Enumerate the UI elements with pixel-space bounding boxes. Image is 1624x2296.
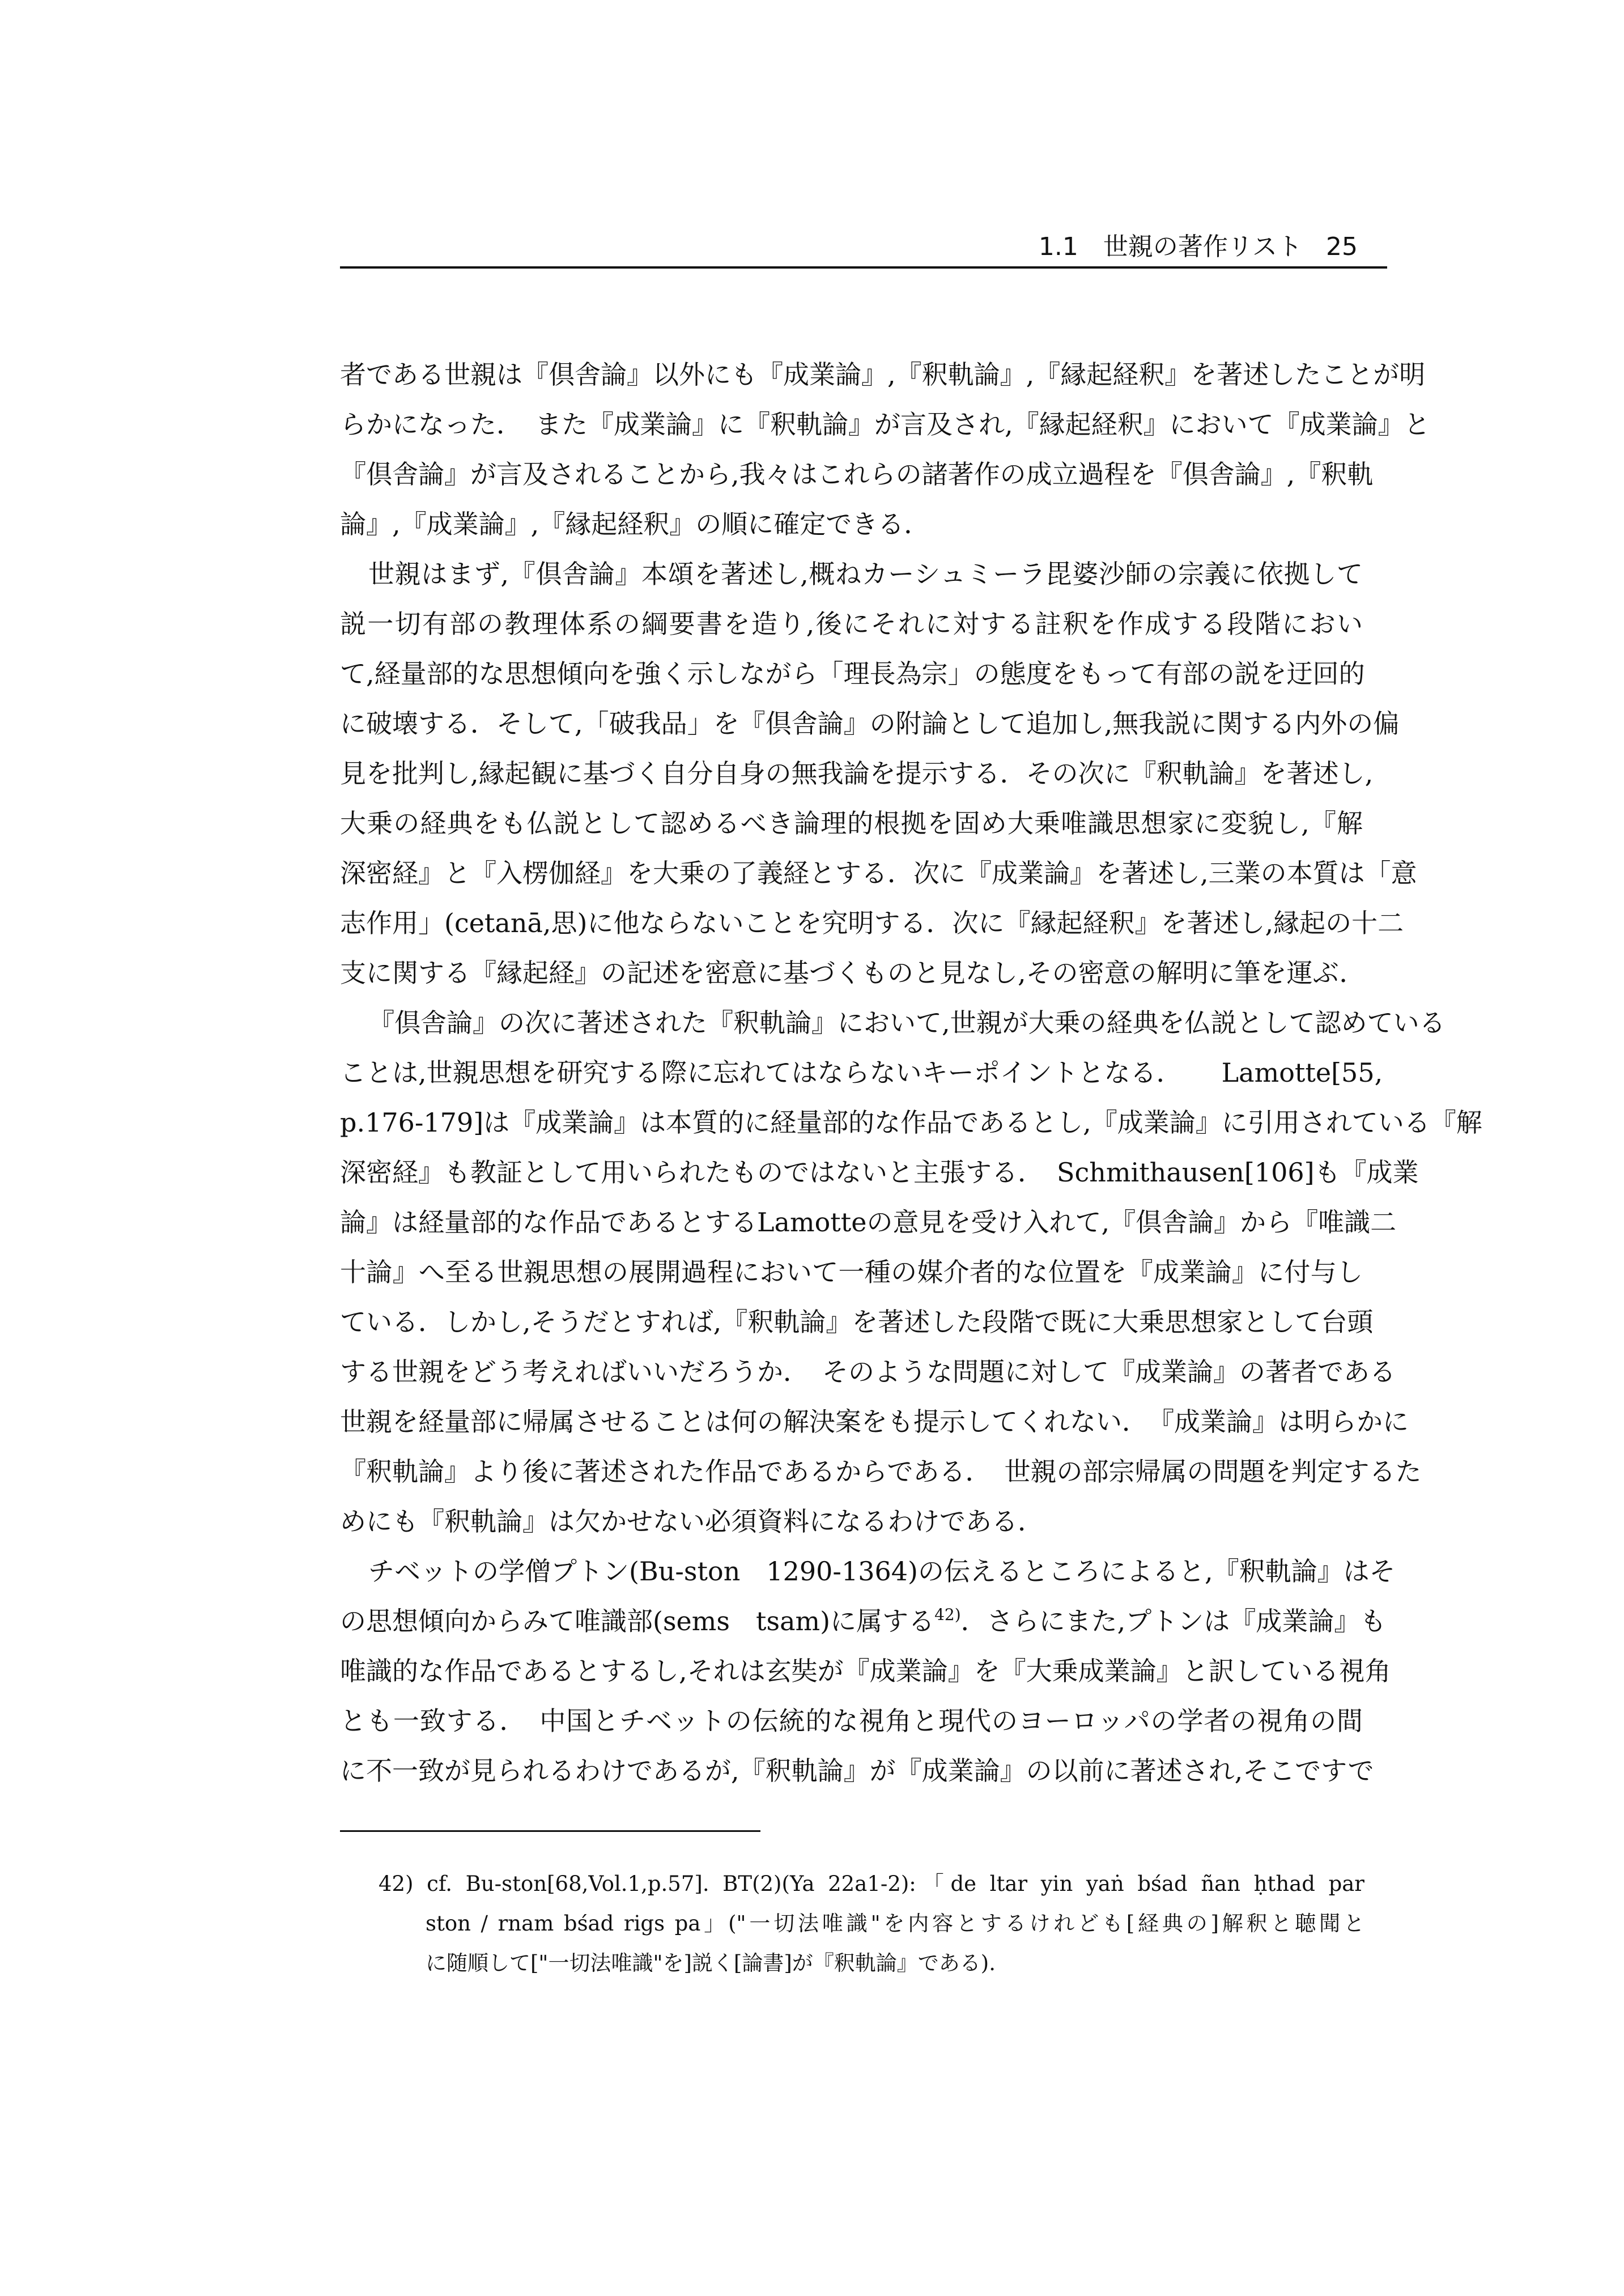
text-segment: ．さらにまた,プトンは『成業論』も (960, 1606, 1387, 1636)
text-line: 支に関する『縁起経』の記述を密意に基づくものと見なし,その密意の解明に筆を運ぶ． (340, 958, 1366, 988)
body-text (340, 350, 1482, 1796)
footnote-reference[interactable]: 42) (934, 1605, 961, 1624)
text-line: 論』,『成業論』,『縁起経釈』の順に確定できる． (340, 509, 930, 539)
text-line: 十論』へ至る世親思想の展開過程において一種の媒介者的な位置を『成業論』に付与し (340, 1257, 1363, 1287)
text-line (340, 1596, 1387, 1646)
footnote-rule (340, 1830, 760, 1832)
paragraph (340, 549, 1417, 998)
text-line: 『釈軌論』より後に著述された作品であるからである． 世親の部宗帰属の問題を判定するた (340, 1456, 1422, 1487)
section-title: 1.1 世親の著作リスト (1038, 232, 1302, 261)
text-line: 志作用」(cetanā,思)に他ならないことを究明する．次に『縁起経釈』を著述し,縁起の十二 (340, 908, 1404, 938)
footnote-line: ston / rnam bśad rigs pa」("一切法唯識"を内容とするけれども[経典の]解釈と聴聞と (426, 1911, 1364, 1936)
footnote-line: 42) cf. Bu-ston[68,Vol.1,p.57]. BT(2)(Ya 22a1-2):「de ltar yin yaṅ bśad ñan ḥthad par (379, 1872, 1364, 1896)
text-line: とも一致する． 中国とチベットの伝統的な視角と現代のヨーロッパの学者の視角の間 (340, 1706, 1363, 1736)
text-line: 大乗の経典をも仏説として認めるべき論理的根拠を固め大乗唯識思想家に変貌し,『解 (340, 808, 1363, 839)
text-line: 深密経』と『入楞伽経』を大乗の了義経とする．次に『成業論』を著述し,三業の本質は「意 (340, 858, 1417, 888)
running-header (340, 229, 1387, 265)
header-rule (340, 266, 1387, 269)
text-line: ことは,世親思想を研究する際に忘れてはならないキーポイントとなる． Lamotte[55, (340, 1057, 1383, 1088)
text-line: めにも『釈軌論』は欠かせない必須資料になるわけである． (340, 1506, 1044, 1537)
text-line: 深密経』も教証として用いられたものではないと主張する． Schmithausen[106]も『成業 (340, 1157, 1419, 1188)
text-line: 説一切有部の教理体系の綱要書を造り,後にそれに対する註釈を作成する段階におい (340, 609, 1363, 639)
text-line: て,経量部的な思想傾向を強く示しながら「理長為宗」の態度をもって有部の説を迂回的 (340, 658, 1365, 689)
text-line: 世親はまず,『倶舎論』本頌を著述し,概ねカーシュミーラ毘婆沙師の宗義に依拠して (368, 559, 1363, 589)
text-line: 者である世親は『倶舎論』以外にも『成業論』,『釈軌論』,『縁起経釈』を著述したことが明 (340, 359, 1426, 390)
text-line: に破壊する．そして,「破我品」を『倶舎論』の附論として追加し,無我説に関する内外の偏 (340, 708, 1400, 739)
text-line: p.176-179]は『成業論』は本質的に経量部的な作品であるとし,『成業論』に引用されている『解 (340, 1107, 1482, 1138)
text-line: 世親を経量部に帰属させることは何の解決案をも提示してくれない． 『成業論』は明らかに (340, 1406, 1409, 1437)
footnote-42 (379, 1864, 1364, 1983)
text-line: ている．しかし,そうだとすれば,『釈軌論』を著述した段階で既に大乗思想家として台頭 (340, 1307, 1374, 1337)
text-line: 唯識的な作品であるとするし,それは玄奘が『成業論』を『大乗成業論』と訳している視角 (340, 1656, 1391, 1686)
text-line: チベットの学僧プトン(Bu-ston 1290-1364)の伝えるところによると,『釈軌論』はそ (368, 1556, 1396, 1587)
text-line: に不一致が見られるわけであるが,『釈軌論』が『成業論』の以前に著述され,そこですで (340, 1755, 1374, 1786)
paragraph (340, 1546, 1396, 1796)
paragraph (340, 998, 1482, 1546)
text-line: 『倶舎論』が言及されることから,我々はこれらの諸著作の成立過程を『倶舎論』,『釈軌 (340, 459, 1374, 490)
text-segment: の思想傾向からみて唯識部(sems tsam)に属する (340, 1606, 935, 1636)
paragraph (340, 350, 1430, 549)
text-line: 『倶舎論』の次に著述された『釈軌論』において,世親が大乗の経典を仏説として認めている (368, 1007, 1446, 1038)
text-line: らかになった． また『成業論』に『釈軌論』が言及され,『縁起経釈』において『成業論』と (340, 409, 1430, 440)
text-line: 見を批判し,縁起観に基づく自分自身の無我論を提示する．その次に『釈軌論』を著述し, (340, 758, 1374, 789)
footnote-line: に随順して["一切法唯識"を]説く[論書]が『釈軌論』である). (426, 1951, 996, 1975)
text-line: する世親をどう考えればいいだろうか． そのような問題に対して『成業論』の著者である (340, 1357, 1396, 1387)
text-line: 論』は経量部的な作品であるとするLamotteの意見を受け入れて,『倶舎論』から『唯識二 (340, 1207, 1397, 1238)
page-number: 25 (1326, 232, 1358, 261)
